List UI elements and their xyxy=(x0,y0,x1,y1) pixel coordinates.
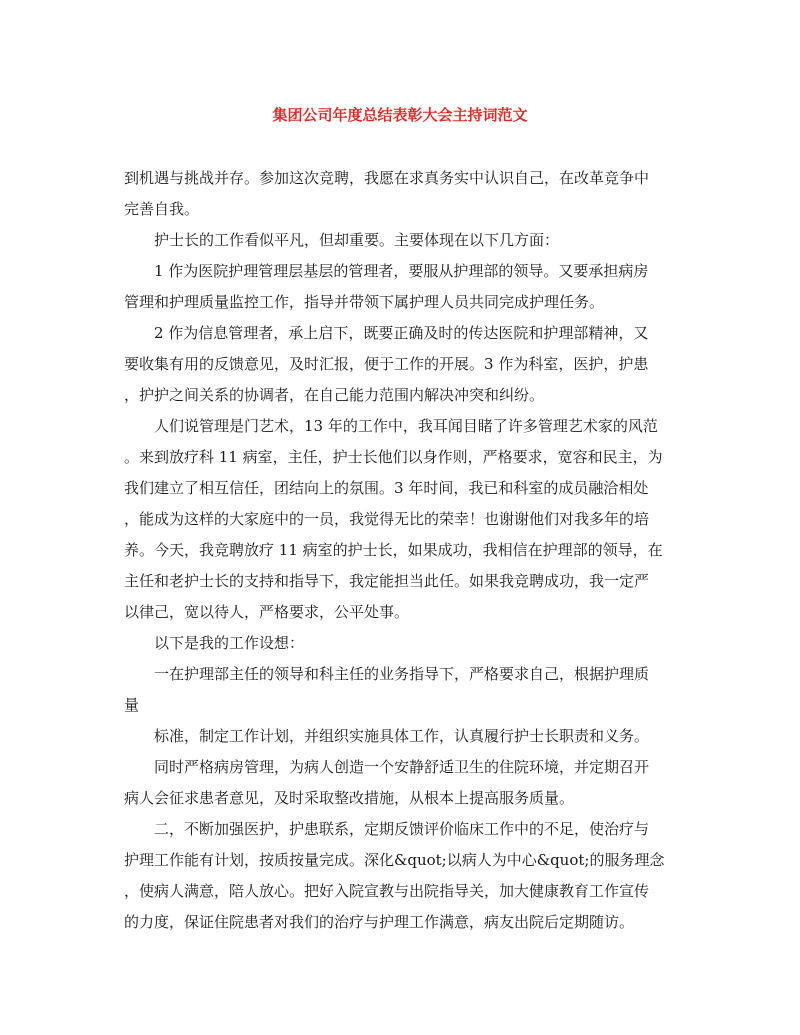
body-line: 我们建立了相互信任，团结向上的氛围。3 年时间，我已和科室的成员融洽相处 xyxy=(124,479,649,497)
body-line: 量 xyxy=(124,696,140,714)
body-line: 。来到放疗科 11 病室，主任，护士长他们以身作则，严格要求，宽容和民主，为 xyxy=(124,448,663,466)
body-line: ，使病人满意，陪人放心。把好入院宣教与出院指导关，加大健康教育工作宣传 xyxy=(124,882,650,900)
body-line: 2 作为信息管理者，承上启下，既要正确及时的传达医院和护理部精神，又 xyxy=(154,324,649,342)
body-line: 人们说管理是门艺术，13 年的工作中，我耳闻目睹了许多管理艺术家的风范 xyxy=(154,417,658,435)
body-line: 病人会征求患者意见，及时采取整改措施，从根本上提高服务质量。 xyxy=(124,789,575,807)
body-line: 1 作为医院护理管理层基层的管理者，要服从护理部的领导。又要承担病房 xyxy=(154,262,649,280)
body-line: 主任和老护士长的支持和指导下，我定能担当此任。如果我竞聘成功，我一定严 xyxy=(124,572,650,590)
body-line: 完善自我。 xyxy=(124,200,200,218)
document-body xyxy=(124,163,684,938)
body-line: 一在护理部主任的领导和科主任的业务指导下，严格要求自己，根据护理质 xyxy=(154,665,650,683)
body-line: 护理工作能有计划，按质按量完成。深化&quot;以病人为中心&quot;的服务理念 xyxy=(124,851,665,869)
body-line: 二，不断加强医护，护患联系，定期反馈评价临床工作中的不足，使治疗与 xyxy=(154,820,650,838)
body-line: 标准，制定工作计划，并组织实施具体工作，认真履行护士长职责和义务。 xyxy=(154,727,650,745)
body-line: 同时严格病房管理，为病人创造一个安静舒适卫生的住院环境，并定期召开 xyxy=(154,758,650,776)
body-line: 以下是我的工作设想： xyxy=(154,634,305,652)
body-line: ，能成为这样的大家庭中的一员，我觉得无比的荣幸！也谢谢他们对我多年的培 xyxy=(124,510,650,528)
body-line: 到机遇与挑战并存。参加这次竞聘，我愿在求真务实中认识自己，在改革竞争中 xyxy=(124,169,650,187)
body-line: 养。今天，我竞聘放疗 11 病室的护士长，如果成功，我相信在护理部的领导，在 xyxy=(124,541,663,559)
body-line: 以律己，宽以待人，严格要求，公平处事。 xyxy=(124,603,410,621)
body-line: 护士长的工作看似平凡，但却重要。主要体现在以下几方面： xyxy=(154,231,560,249)
body-line: 要收集有用的反馈意见，及时汇报，便于工作的开展。3 作为科室，医护，护患 xyxy=(124,355,649,373)
body-line: ，护护之间关系的协调者，在自己能力范围内解决冲突和纠纷。 xyxy=(124,386,545,404)
document-title: 集团公司年度总结表彰大会主持词范文 xyxy=(272,106,528,124)
body-line: 的力度，保证住院患者对我们的治疗与护理工作满意，病友出院后定期随访。 xyxy=(124,913,635,931)
body-line: 管理和护理质量监控工作，指导并带领下属护理人员共同完成护理任务。 xyxy=(124,293,605,311)
